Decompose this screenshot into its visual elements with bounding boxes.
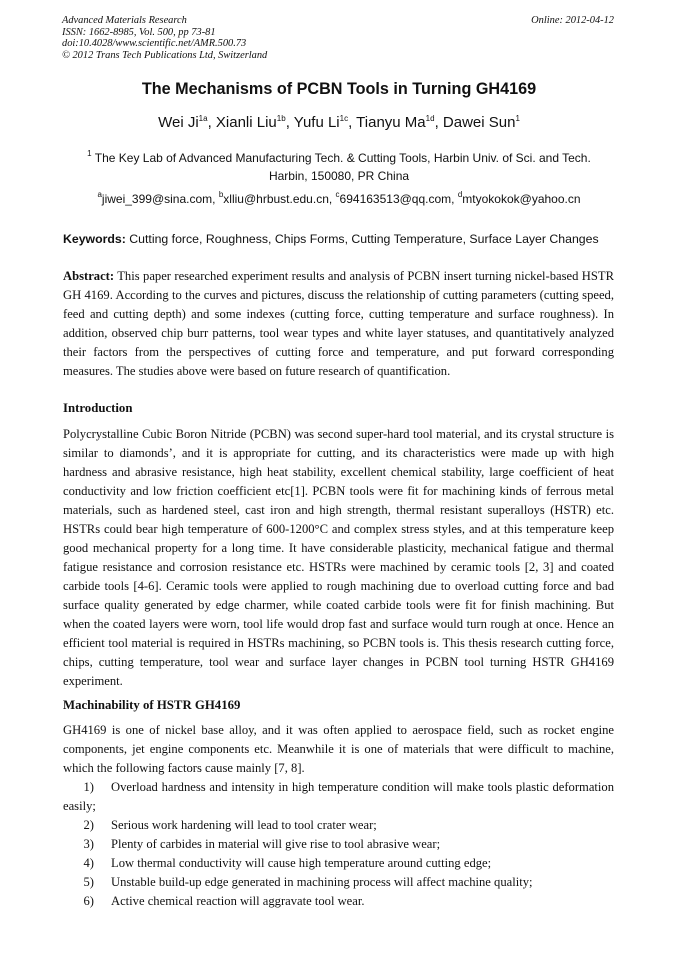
email-mark: b	[218, 190, 224, 199]
affiliation-line-2: Harbin, 150080, PR China	[268, 169, 410, 183]
list-item	[63, 892, 614, 911]
list-number: 4)	[83, 856, 94, 870]
doi-line: doi:10.4028/www.scientific.net/AMR.500.73	[62, 38, 247, 50]
author-affiliation-mark: 1b	[276, 114, 286, 123]
author-affiliation-mark: 1	[515, 114, 520, 123]
factor-list	[63, 778, 614, 911]
list-item	[63, 835, 614, 854]
list-text: Plenty of carbides in material will give rise to tool abrasive wear;	[111, 837, 441, 851]
list-text: Unstable build-up edge generated in machining process will affect machine quality;	[111, 875, 533, 889]
list-item	[63, 854, 614, 873]
running-header-citation	[62, 15, 267, 61]
email-mark: c	[335, 190, 340, 199]
list-item	[63, 816, 614, 835]
author-name: Dawei Sun	[442, 114, 516, 131]
email-link[interactable]: xlliu@hrbust.edu.cn,	[223, 192, 333, 206]
affiliation-mark: 1	[87, 149, 92, 158]
author-name: Wei Ji	[158, 114, 199, 131]
keywords	[63, 232, 599, 246]
author-list: Wei $Ji^{1a}$, Xianli Liu$^{1b}$, Yufu $Li^{1c}$, Tianyu $Ma^{1d}$, Dawei Sun$^1$	[158, 114, 520, 131]
abstract	[63, 267, 614, 381]
machinability-paragraph: GH4169 is one of nickel base alloy, and it was often applied to aerospace field, such as rocket engine components, jet engine components etc. Meanwhile it is one of materials that were difficult to machine, which the following factors cause mainly [7, 8].	[63, 723, 614, 775]
keywords-text: Cutting force, Roughness, Chips Forms, Cutting Temperature, Surface Layer Changes	[129, 232, 599, 246]
author-affiliation-mark: 1d	[425, 114, 435, 123]
issn-line: ISSN: 1662-8985, Vol. 500, pp 73-81	[62, 26, 216, 38]
list-number: 6)	[83, 894, 94, 908]
online-date: Online: 2012-04-12	[531, 15, 614, 26]
author-affiliation-mark: 1a	[198, 114, 208, 123]
affiliation-line-1: The Key Lab of Advanced Manufacturing Tech. & Cutting Tools, Harbin Univ. of Sci. and Tech.	[94, 151, 591, 165]
list-number: 1)	[83, 780, 94, 794]
introduction-paragraph: Polycrystalline Cubic Boron Nitride (PCBN) was second super-hard tool material, and its crystal structure is similar to diamonds’, and it is appropriate for cutting, and its characteristics were made up with high hardness and abrasive resistance, high heat stability, excellent chemical stability, large coefficient of heat conductivity and low friction coefficient etc[1]. PCBN tools were fit for machining kinds of ferrous metal materials, such as hardened steel, cast iron and high strength, thermal resistant superalloys (HSTR) etc. HSTRs could bear high temperature of 600-1200°C and complex stress styles, and at this temperature keep good mechanical property for a long time. It have considerable plasticity, mechanical fatigue and thermal fatigue resistance and corrosion resistance etc. HSTRs were machined by ceramic tools [2, 3] and coated carbide tools [4-6]. Ceramic tools were applied to rough machining due to overload cutting force and bad surface quality generated by edge charmer, while coated carbide tools were fit for finish machining. But when the coated layers were worn, tool life would drop fast and surface would turn rough at once. Hence an efficient tool material is required in HSTRs machining, so PCBN tools is. This thesis research cutting force, chips, cutting temperature, tool wear and surface layer changes in PCBN tool turning HSTR GH4169 experiment.	[63, 427, 614, 688]
email-mark: d	[457, 190, 463, 199]
author-affiliation-mark: 1c	[339, 114, 349, 123]
abstract-text: This paper researched experiment results and analysis of PCBN insert turning nickel-based HSTR GH 4169. According to the curves and pictures, discuss the relationship of cutting parameters (cutting speed, feed and cutting depth) and some indexes (cutting force, cutting temperature and surface roughness). In addition, observed chip burr patterns, tool wear types and white layer statuses, and quantitatively analyzed their factors from the perspectives of cutting force and temperature, and put forward corresponding measures. The studies above were based on future research of quantification.	[63, 269, 614, 378]
list-text: Active chemical reaction will aggravate tool wear.	[111, 894, 365, 908]
list-item	[63, 873, 614, 892]
author-name: Yufu Li	[293, 114, 340, 131]
author-name: Tianyu Ma	[356, 114, 426, 131]
email-mark: a	[97, 190, 102, 199]
journal-name: Advanced Materials Research	[62, 15, 187, 26]
list-number: 3)	[83, 837, 94, 851]
list-text: Overload hardness and intensity in high temperature condition will make tools plastic deformation easily;	[63, 780, 614, 813]
list-text: Low thermal conductivity will cause high temperature around cutting edge;	[111, 856, 492, 870]
list-item	[63, 778, 614, 816]
keywords-label: Keywords:	[63, 232, 126, 246]
list-text: Serious work hardening will lead to tool crater wear;	[111, 818, 377, 832]
section-heading-introduction: Introduction	[63, 401, 133, 415]
email-list	[0, 192, 678, 206]
paper-title: The Mechanisms of PCBN Tools in Turning GH4169	[141, 80, 537, 98]
abstract-label: Abstract:	[63, 269, 115, 283]
email-link[interactable]: jiwei_399@sina.com,	[101, 192, 216, 206]
affiliation	[80, 149, 598, 185]
email-link[interactable]: 694163513@qq.com,	[339, 192, 455, 206]
email-link[interactable]: mtyokokok@yahoo.cn	[462, 192, 581, 206]
copyright-line: © 2012 Trans Tech Publications Ltd, Switzerland	[62, 49, 268, 61]
list-number: 2)	[83, 818, 94, 832]
author-name: Xianli Liu	[215, 114, 277, 131]
list-number: 5)	[83, 875, 94, 889]
section-heading-machinability: Machinability of HSTR GH4169	[63, 698, 241, 712]
